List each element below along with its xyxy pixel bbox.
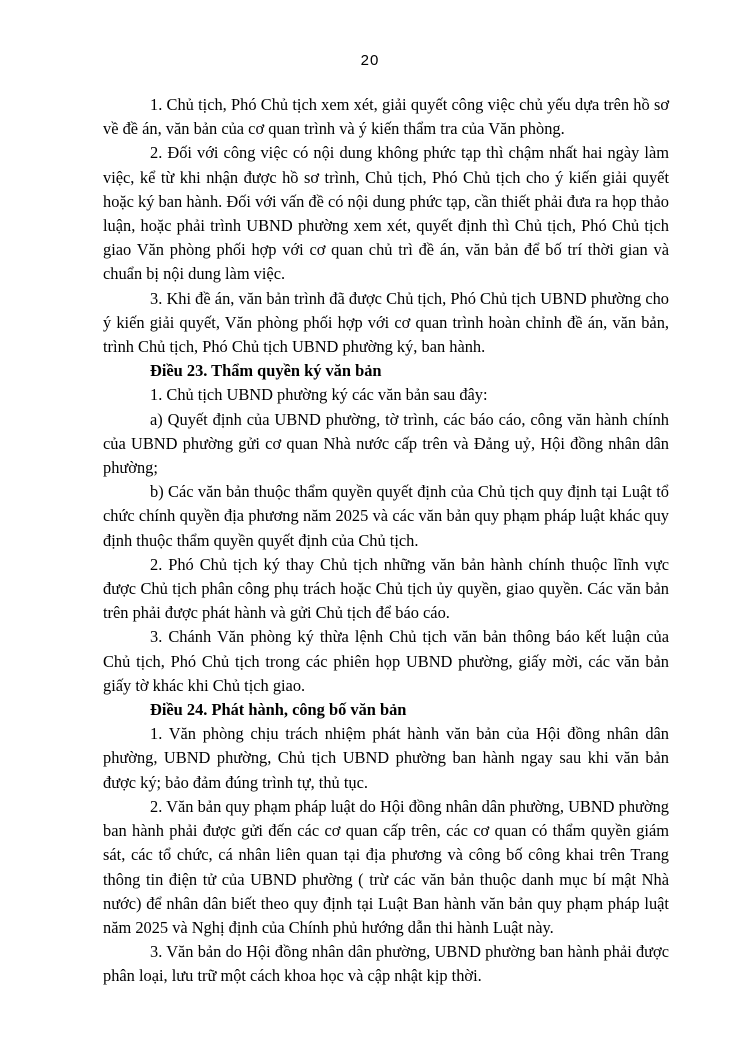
paragraph: 1. Chủ tịch UBND phường ký các văn bản sau đây: <box>150 385 488 405</box>
paragraph: 1. Chủ tịch, Phó Chủ tịch xem xét, giải quyết công việc chủ yếu dựa trên hồ sơ về đề án, văn bản của cơ quan trình và ý kiến thẩm tra của Văn phòng. <box>103 95 669 139</box>
paragraph: 3. Khi đề án, văn bản trình đã được Chủ tịch, Phó Chủ tịch UBND phường cho ý kiến giải quyết, Văn phòng phối hợp với cơ quan trình hoàn chỉnh đề án, văn bản, trình Chủ tịch, Phó Chủ tịch UBND phường ký, ban hành. <box>103 288 669 357</box>
article-24-heading: Điều 24. Phát hành, công bố văn bản <box>150 700 407 720</box>
page-number: 20 <box>360 52 380 69</box>
paragraph: b) Các văn bản thuộc thẩm quyền quyết định của Chủ tịch quy định tại Luật tổ chức chính quyền địa phương năm 2025 và các văn bản quy phạm pháp luật khác quy định thuộc thẩm quyền quyết định của Chủ tịch. <box>103 482 669 550</box>
paragraph: 3. Văn bản do Hội đồng nhân dân phường, UBND phường ban hành phải được phân loại, lưu trữ một cách khoa học và cập nhật kịp thời. <box>103 942 669 986</box>
article-23-heading: Điều 23. Thẩm quyền ký văn bản <box>150 361 382 381</box>
paragraph: 2. Văn bản quy phạm pháp luật do Hội đồng nhân dân phường, UBND phường ban hành phải được gửi đến các cơ quan cấp trên, các cơ quan có thẩm quyền giám sát, các tổ chức, cá nhân liên quan tại địa phương và công bố công khai trên Trang thông tin điện tử của UBND phường ( trừ các văn bản thuộc danh mục bí mật Nhà nước) để nhân dân biết theo quy định tại Luật Ban hành văn bản quy phạm pháp luật năm 2025 và Nghị định của Chính phủ hướng dẫn thi hành Luật này. <box>103 796 669 937</box>
paragraph: 1. Văn phòng chịu trách nhiệm phát hành văn bản của Hội đồng nhân dân phường, UBND phường, Chủ tịch UBND phường ban hành ngay sau khi văn bản được ký; bảo đảm đúng trình tự, thủ tục. <box>103 724 669 792</box>
paragraph: a) Quyết định của UBND phường, tờ trình, các báo cáo, công văn hành chính của UBND phường gửi cơ quan Nhà nước cấp trên và Đảng uỷ, Hội đồng nhân dân phường; <box>103 409 669 478</box>
paragraph: 2. Đối với công việc có nội dung không phức tạp thì chậm nhất hai ngày làm việc, kể từ khi nhận được hồ sơ trình, Chủ tịch, Phó Chủ tịch cho ý kiến giải quyết hoặc ký ban hành. Đối với vấn đề có nội dung phức tạp, cần thiết phải đưa ra họp thảo luận, hoặc phải trình UBND phường xem xét, quyết định thì Chủ tịch, Phó Chủ tịch giao Văn phòng phối hợp với cơ quan chủ trì đề án, văn bản để bố trí thời gian và chuẩn bị nội dung làm việc. <box>103 143 669 284</box>
paragraph: 3. Chánh Văn phòng ký thừa lệnh Chủ tịch văn bản thông báo kết luận của Chủ tịch, Phó Chủ tịch trong các phiên họp UBND phường, giấy mời, các văn bản giấy tờ khác khi Chủ tịch giao. <box>103 627 669 695</box>
document-body <box>103 93 669 989</box>
paragraph: 2. Phó Chủ tịch ký thay Chủ tịch những văn bản hành chính thuộc lĩnh vực được Chủ tịch phân công phụ trách hoặc Chủ tịch ủy quyền, giao quyền. Các văn bản trên phải được phát hành và gửi Chủ tịch để báo cáo. <box>103 554 669 623</box>
